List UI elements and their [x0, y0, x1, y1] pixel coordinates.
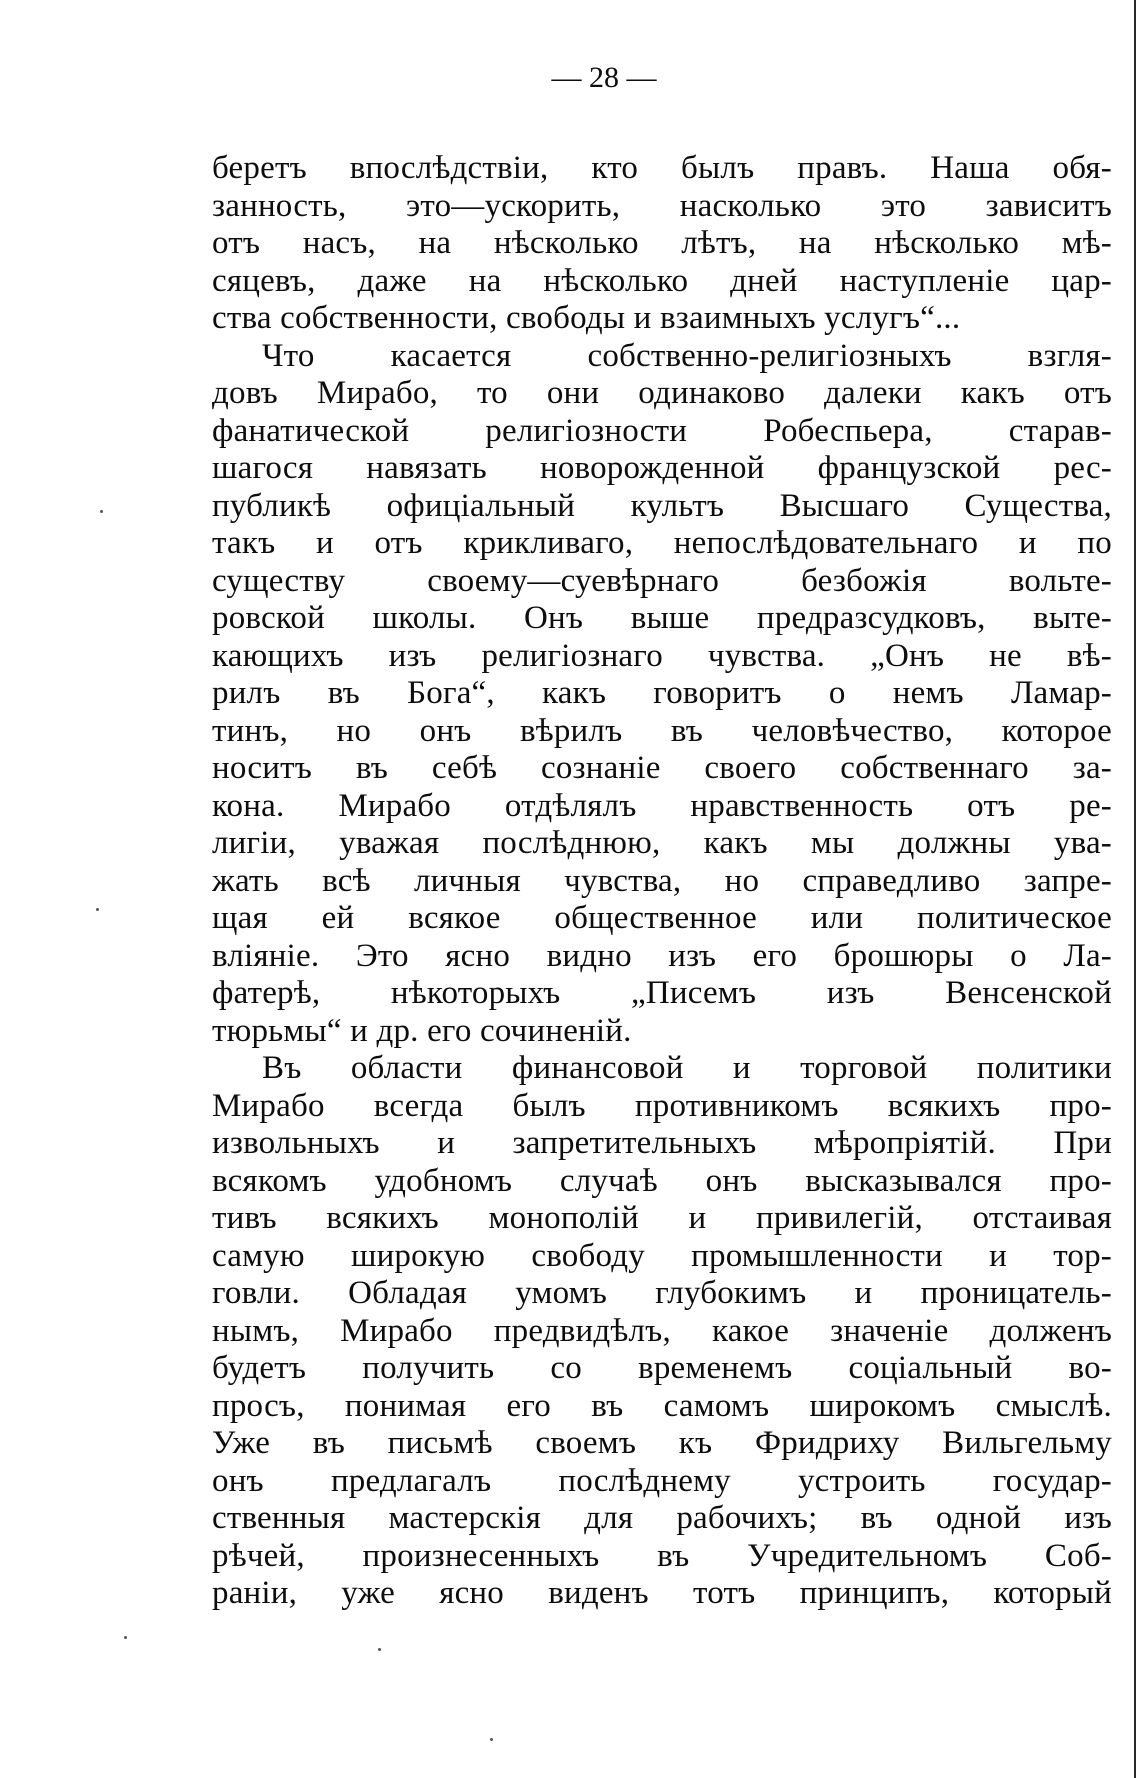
text-line: шагося навязать новорожденной французской рес-	[212, 450, 1112, 486]
page-number: — 28 —	[551, 61, 657, 94]
text-line: ственныя мастерскія для рабочихъ; въ одной изъ	[212, 1500, 1112, 1536]
text-line: рилъ въ Бога“, какъ говоритъ о немъ Ламар-	[212, 675, 1112, 711]
text-line: фанатической религіозности Робеспьера, старав-	[212, 412, 1112, 449]
text-line: говли. Обладая умомъ глубокимъ и проницатель-	[212, 1275, 1112, 1311]
text-line: публикѣ офиціальный культъ Высшаго Существа,	[212, 487, 1112, 524]
text-line: ровской школы. Онъ выше предразсудковъ, выте-	[212, 600, 1112, 636]
text-line: раніи, уже ясно виденъ тотъ принципъ, который	[212, 1575, 1112, 1611]
text-line: тивъ всякихъ монополій и привилегій, отстаивая	[212, 1200, 1112, 1236]
text-line: фатерѣ, нѣкоторыхъ „Писемъ изъ Венсенской	[212, 975, 1112, 1011]
text-line: онъ предлагалъ послѣднему устроить государ-	[212, 1462, 1112, 1499]
print-speck	[124, 1636, 127, 1639]
text-line: Мирабо всегда былъ противникомъ всякихъ про-	[212, 1087, 1112, 1124]
text-line: самую широкую свободу промышленности и тор-	[212, 1237, 1112, 1274]
text-line: нымъ, Мирабо предвидѣлъ, какое значеніе долженъ	[212, 1312, 1112, 1349]
text-line: довъ Мирабо, то они одинаково далеки какъ отъ	[212, 375, 1112, 411]
paragraph-first-line: Что касается собственно-религіозныхъ взгля-	[262, 337, 1112, 374]
print-speck	[96, 908, 99, 911]
text-line: ства собственности, свободы и взаимныхъ услугъ“...	[212, 300, 961, 336]
text-line: кона. Мирабо отдѣлялъ нравственность отъ ре-	[212, 787, 1112, 824]
page-edge-line	[1134, 0, 1136, 1778]
body-text	[212, 150, 1112, 1613]
print-speck	[490, 1738, 493, 1741]
print-speck	[378, 1648, 381, 1651]
text-line: отъ насъ, на нѣсколько лѣтъ, на нѣсколько мѣ-	[212, 225, 1112, 261]
paragraph-first-line: Въ области финансовой и торговой политики	[262, 1050, 1112, 1086]
text-line: жать всѣ личныя чувства, но справедливо запре-	[212, 862, 1112, 899]
text-line: занность, это—ускорить, насколько это зависитъ	[212, 187, 1112, 224]
text-line: извольныхъ и запретительныхъ мѣропріятій. При	[212, 1125, 1112, 1161]
text-line: рѣчей, произнесенныхъ въ Учредительномъ Соб-	[212, 1537, 1112, 1574]
text-line: носитъ въ себѣ сознаніе своего собственнаго за-	[212, 750, 1112, 786]
print-speck	[100, 510, 103, 513]
text-line: Уже въ письмѣ своемъ къ Фридриху Вильгельму	[212, 1425, 1112, 1461]
text-line: лигіи, уважая послѣднюю, какъ мы должны ува-	[212, 825, 1112, 861]
text-line: просъ, понимая его въ самомъ широкомъ смыслѣ.	[212, 1387, 1112, 1424]
text-line: кающихъ изъ религіознаго чувства. „Онъ не вѣ-	[212, 637, 1112, 674]
text-line: сяцевъ, даже на нѣсколько дней наступленіе цар-	[212, 262, 1112, 299]
text-line: такъ и отъ крикливаго, непослѣдовательнаго и по	[212, 525, 1112, 561]
text-line: тюрьмы“ и др. его сочиненій.	[212, 1012, 632, 1049]
text-line: тинъ, но онъ вѣрилъ въ человѣчество, которое	[212, 712, 1112, 749]
text-line: вліяніе. Это ясно видно изъ его брошюры о Ла-	[212, 937, 1112, 974]
text-line: существу своему—суевѣрнаго безбожія вольтe-	[212, 562, 1112, 599]
text-line: щая ей всякое общественное или политическое	[212, 900, 1112, 936]
text-line: будетъ получить со временемъ соціальный во-	[212, 1350, 1112, 1386]
text-line: беретъ впослѣдствіи, кто былъ правъ. Наша обя-	[212, 150, 1112, 186]
text-line: всякомъ удобномъ случаѣ онъ высказывался про-	[212, 1162, 1112, 1199]
